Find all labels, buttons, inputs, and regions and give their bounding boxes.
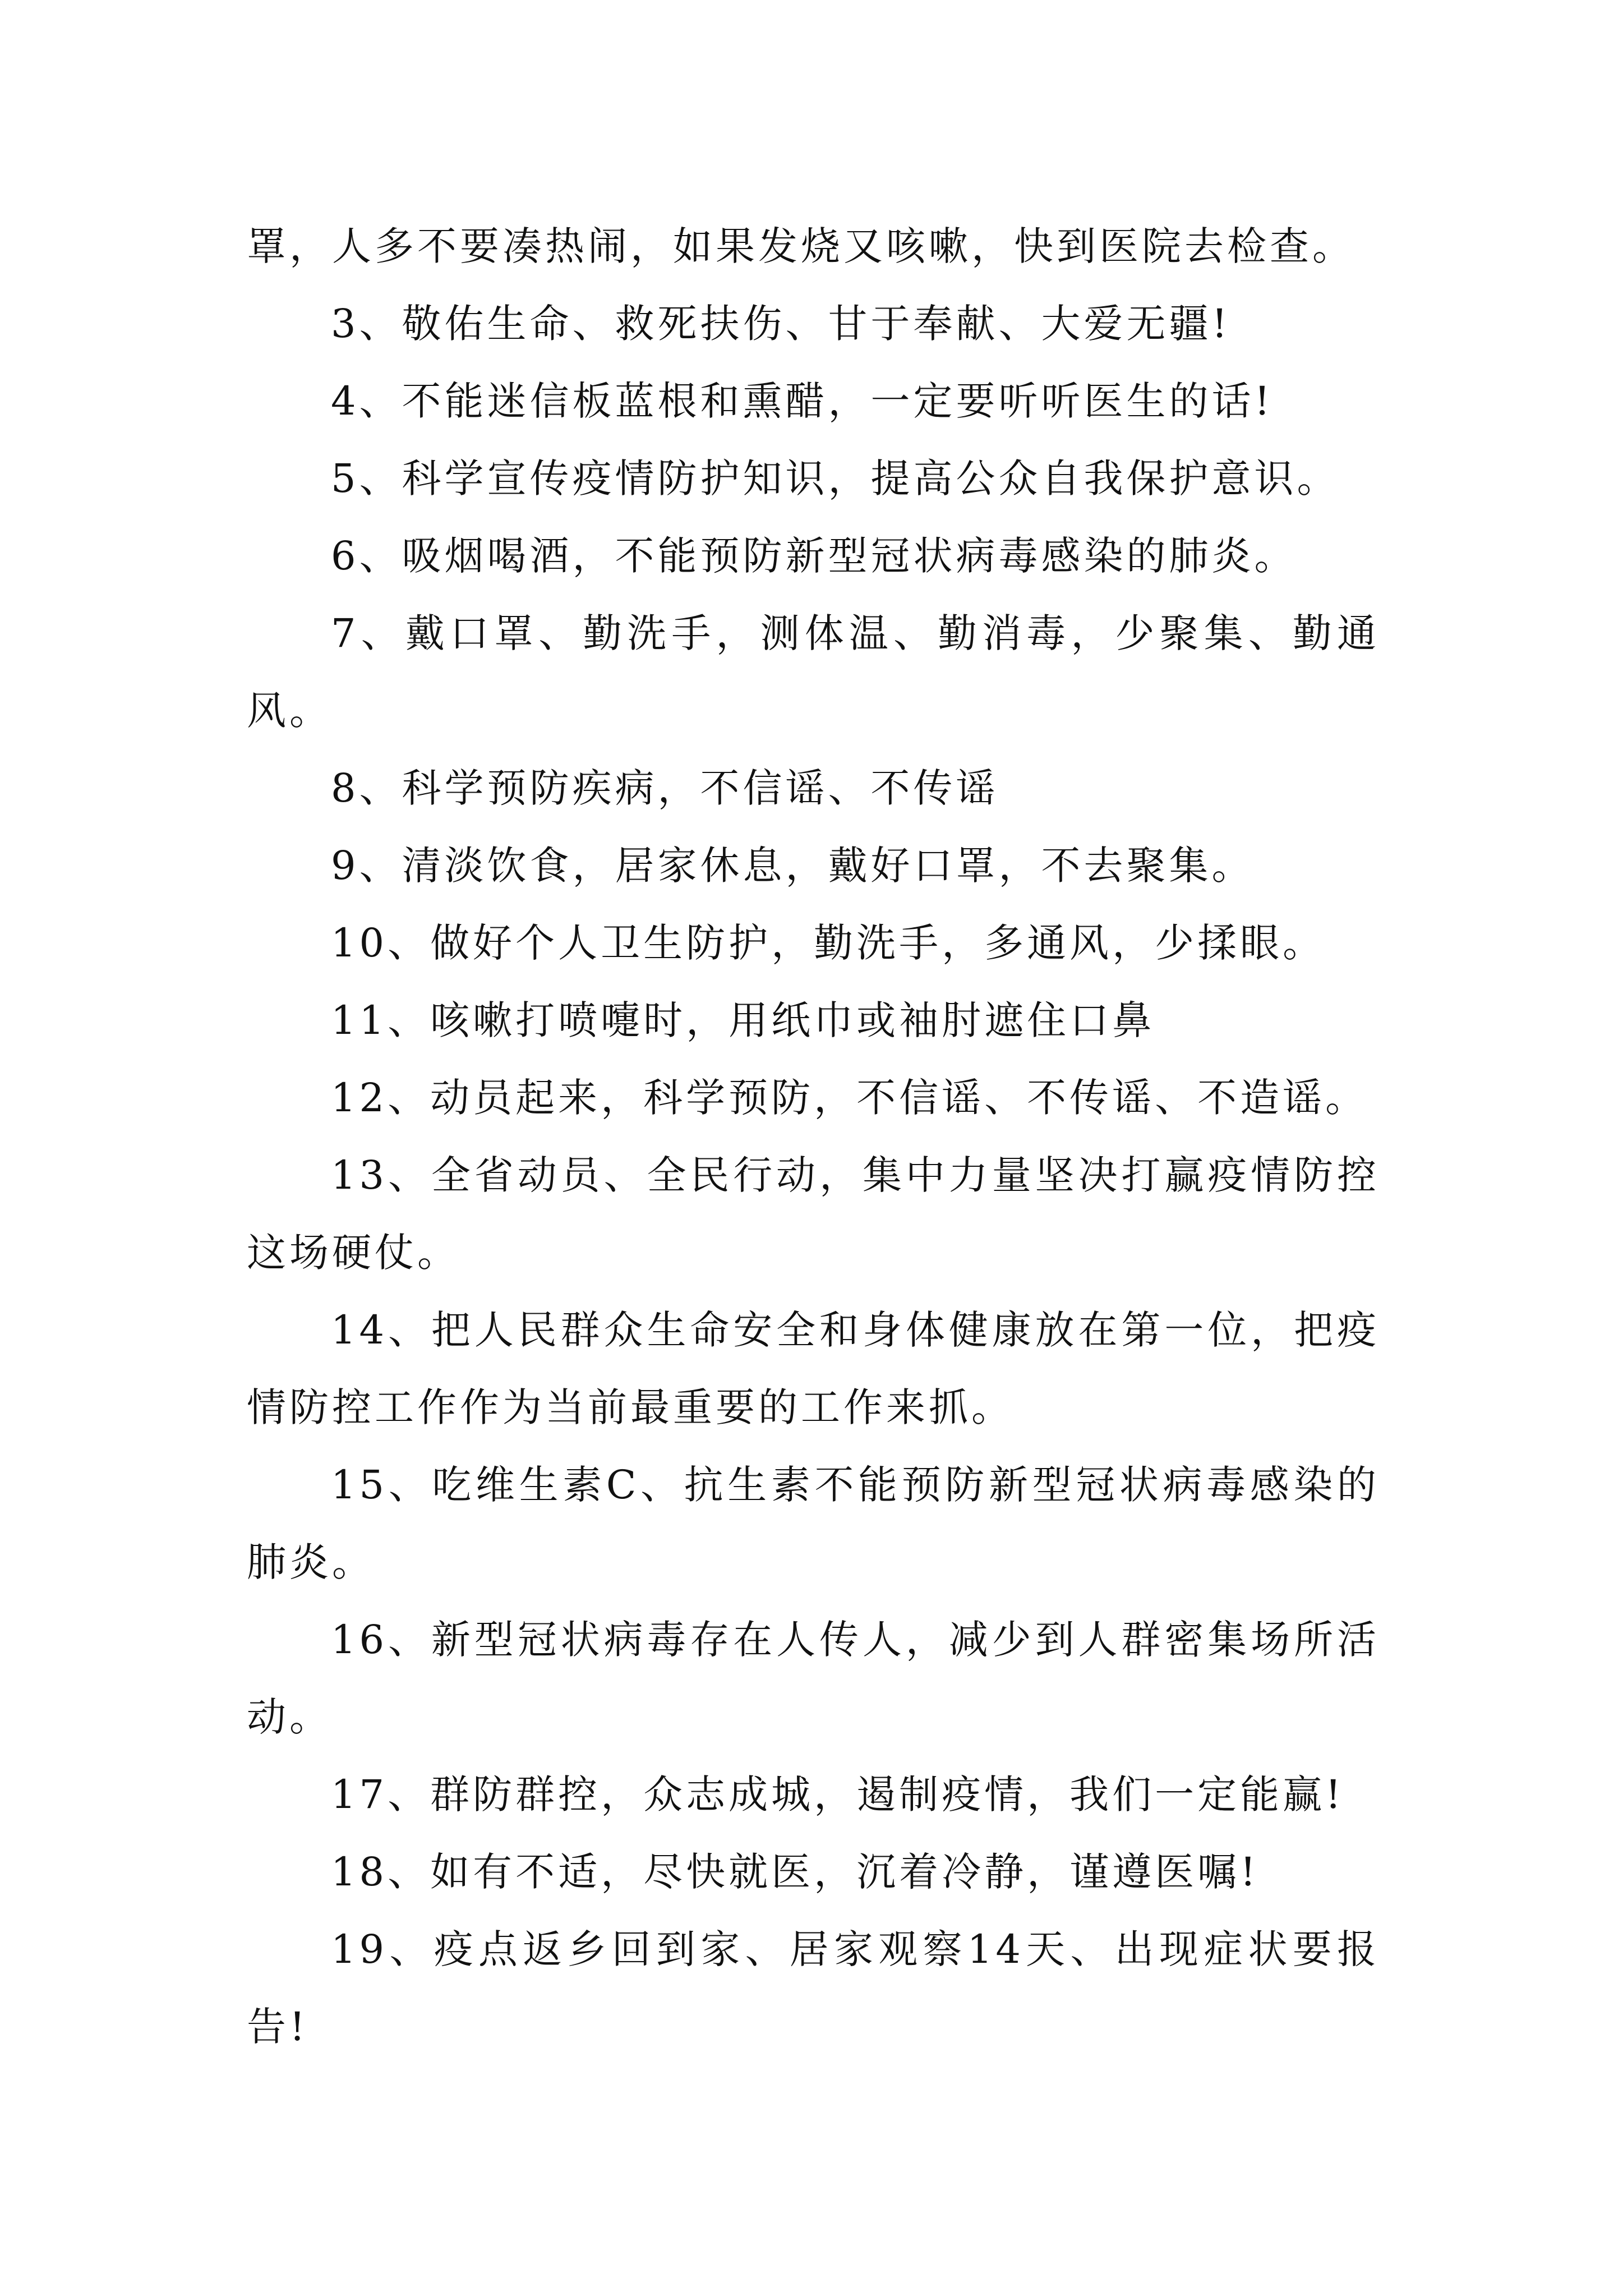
paragraph-12: 12、动员起来，科学预防，不信谣、不传谣、不造谣。 [331, 1075, 1368, 1121]
paragraph-16: 16、新型冠状病毒存在人传人，减少到人群密集场所活动。 [247, 1617, 1380, 1740]
paragraph-14: 14、把人民群众生命安全和身体健康放在第一位，把疫情防控工作作为当前最重要的工作来抓。 [247, 1307, 1380, 1430]
paragraph-6: 6、吸烟喝酒，不能预防新型冠状病毒感染的肺炎。 [331, 533, 1297, 579]
paragraph-continued: 罩，人多不要凑热闹，如果发烧又咳嗽，快到医院去检查。 [247, 223, 1355, 269]
paragraph-11: 11、咳嗽打喷嚏时，用纸巾或袖肘遮住口鼻 [331, 997, 1155, 1043]
paragraph-19: 19、疫点返乡回到家、居家观察14天、出现症状要报告! [247, 1926, 1380, 2050]
paragraph-13: 13、全省动员、全民行动，集中力量坚决打赢疫情防控这场硬仗。 [247, 1152, 1380, 1276]
paragraph-15: 15、吃维生素C、抗生素不能预防新型冠状病毒感染的肺炎。 [247, 1462, 1380, 1585]
paragraph-5: 5、科学宣传疫情防护知识，提高公众自我保护意识。 [331, 455, 1340, 501]
paragraph-7: 7、戴口罩、勤洗手，测体温、勤消毒，少聚集、勤通风。 [247, 610, 1380, 734]
paragraph-8: 8、科学预防疾病，不信谣、不传谣 [331, 765, 999, 811]
paragraph-17: 17、群防群控，众志成城，遏制疫情，我们一定能赢! [331, 1772, 1345, 1818]
document-body [247, 208, 1380, 2065]
paragraph-18: 18、如有不适，尽快就医，沉着冷静，谨遵医嘱! [331, 1849, 1260, 1895]
paragraph-10: 10、做好个人卫生防护，勤洗手，多通风，少揉眼。 [331, 920, 1326, 966]
paragraph-9: 9、清淡饮食，居家休息，戴好口罩，不去聚集。 [331, 843, 1255, 889]
paragraph-3: 3、敬佑生命、救死扶伤、甘于奉献、大爱无疆! [331, 301, 1231, 347]
paragraph-4: 4、不能迷信板蓝根和熏醋，一定要听听医生的话! [331, 378, 1274, 424]
